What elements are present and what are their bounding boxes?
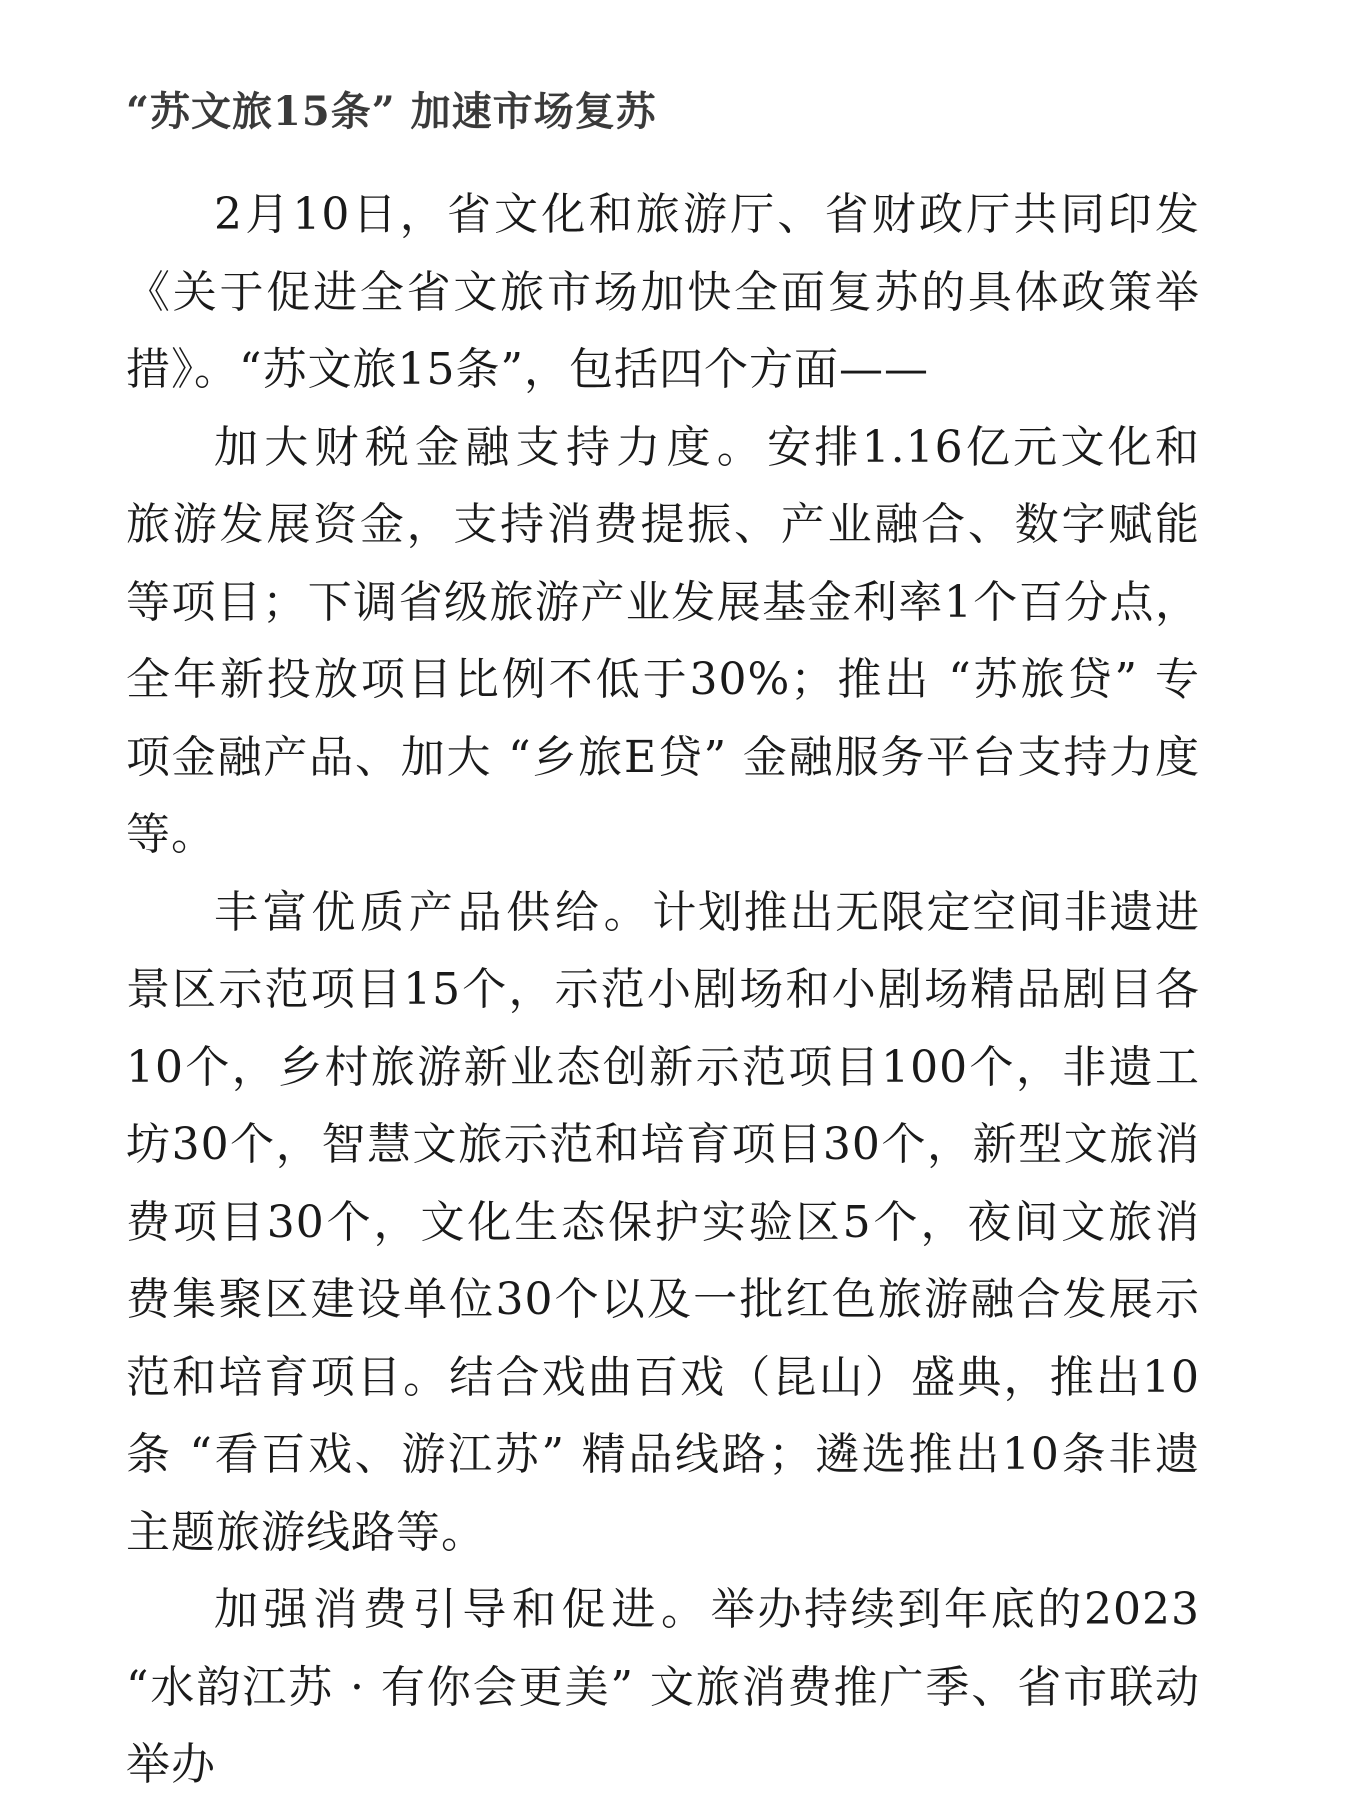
paragraph-intro: [126, 176, 1200, 409]
paragraph-text: 举办持续到年底的2023 “水韵江苏 · 有你会更美” 文旅消费推广季、省市联动举办: [126, 1584, 1201, 1790]
paragraph-finance: [126, 409, 1200, 874]
article-body: [126, 176, 1200, 1804]
paragraph-text: 安排1.16亿元文化和旅游发展资金，支持消费提振、产业融合、数字赋能等项目；下调省级旅游产业发展基金利率1个百分点，全年新投放项目比例不低于30%；推出 “苏旅贷” 专项金融产品、加大 “乡旅E贷” 金融服务平台支持力度等。: [126, 421, 1201, 860]
paragraph-lead: 加强消费引导和促进。: [214, 1584, 711, 1635]
paragraph-lead: 丰富优质产品供给。: [214, 886, 653, 938]
paragraph-products: [126, 874, 1200, 1572]
paragraph-text: 2月10日，省文化和旅游厅、省财政厅共同印发《关于促进全省文旅市场加快全面复苏的具体政策举措》。“苏文旅15条”，包括四个方面——: [126, 189, 1200, 395]
paragraph-consumption: [126, 1571, 1200, 1804]
article-heading: “苏文旅15条” 加速市场复苏: [126, 88, 657, 135]
paragraph-lead: 加大财税金融支持力度。: [214, 421, 768, 473]
paragraph-text: 计划推出无限定空间非遗进景区示范项目15个，示范小剧场和小剧场精品剧目各10个，乡村旅游新业态创新示范项目100个，非遗工坊30个，智慧文旅示范和培育项目30个，新型文旅消费项目30个，文化生态保护实验区5个，夜间文旅消费集聚区建设单位30个以及一批红色旅游融合发展示范和培育项目。结合戏曲百戏（昆山）盛典，推出10条 “看百戏、游江苏” 精品线路；遴选推出10条非遗主题旅游线路等。: [126, 886, 1201, 1558]
